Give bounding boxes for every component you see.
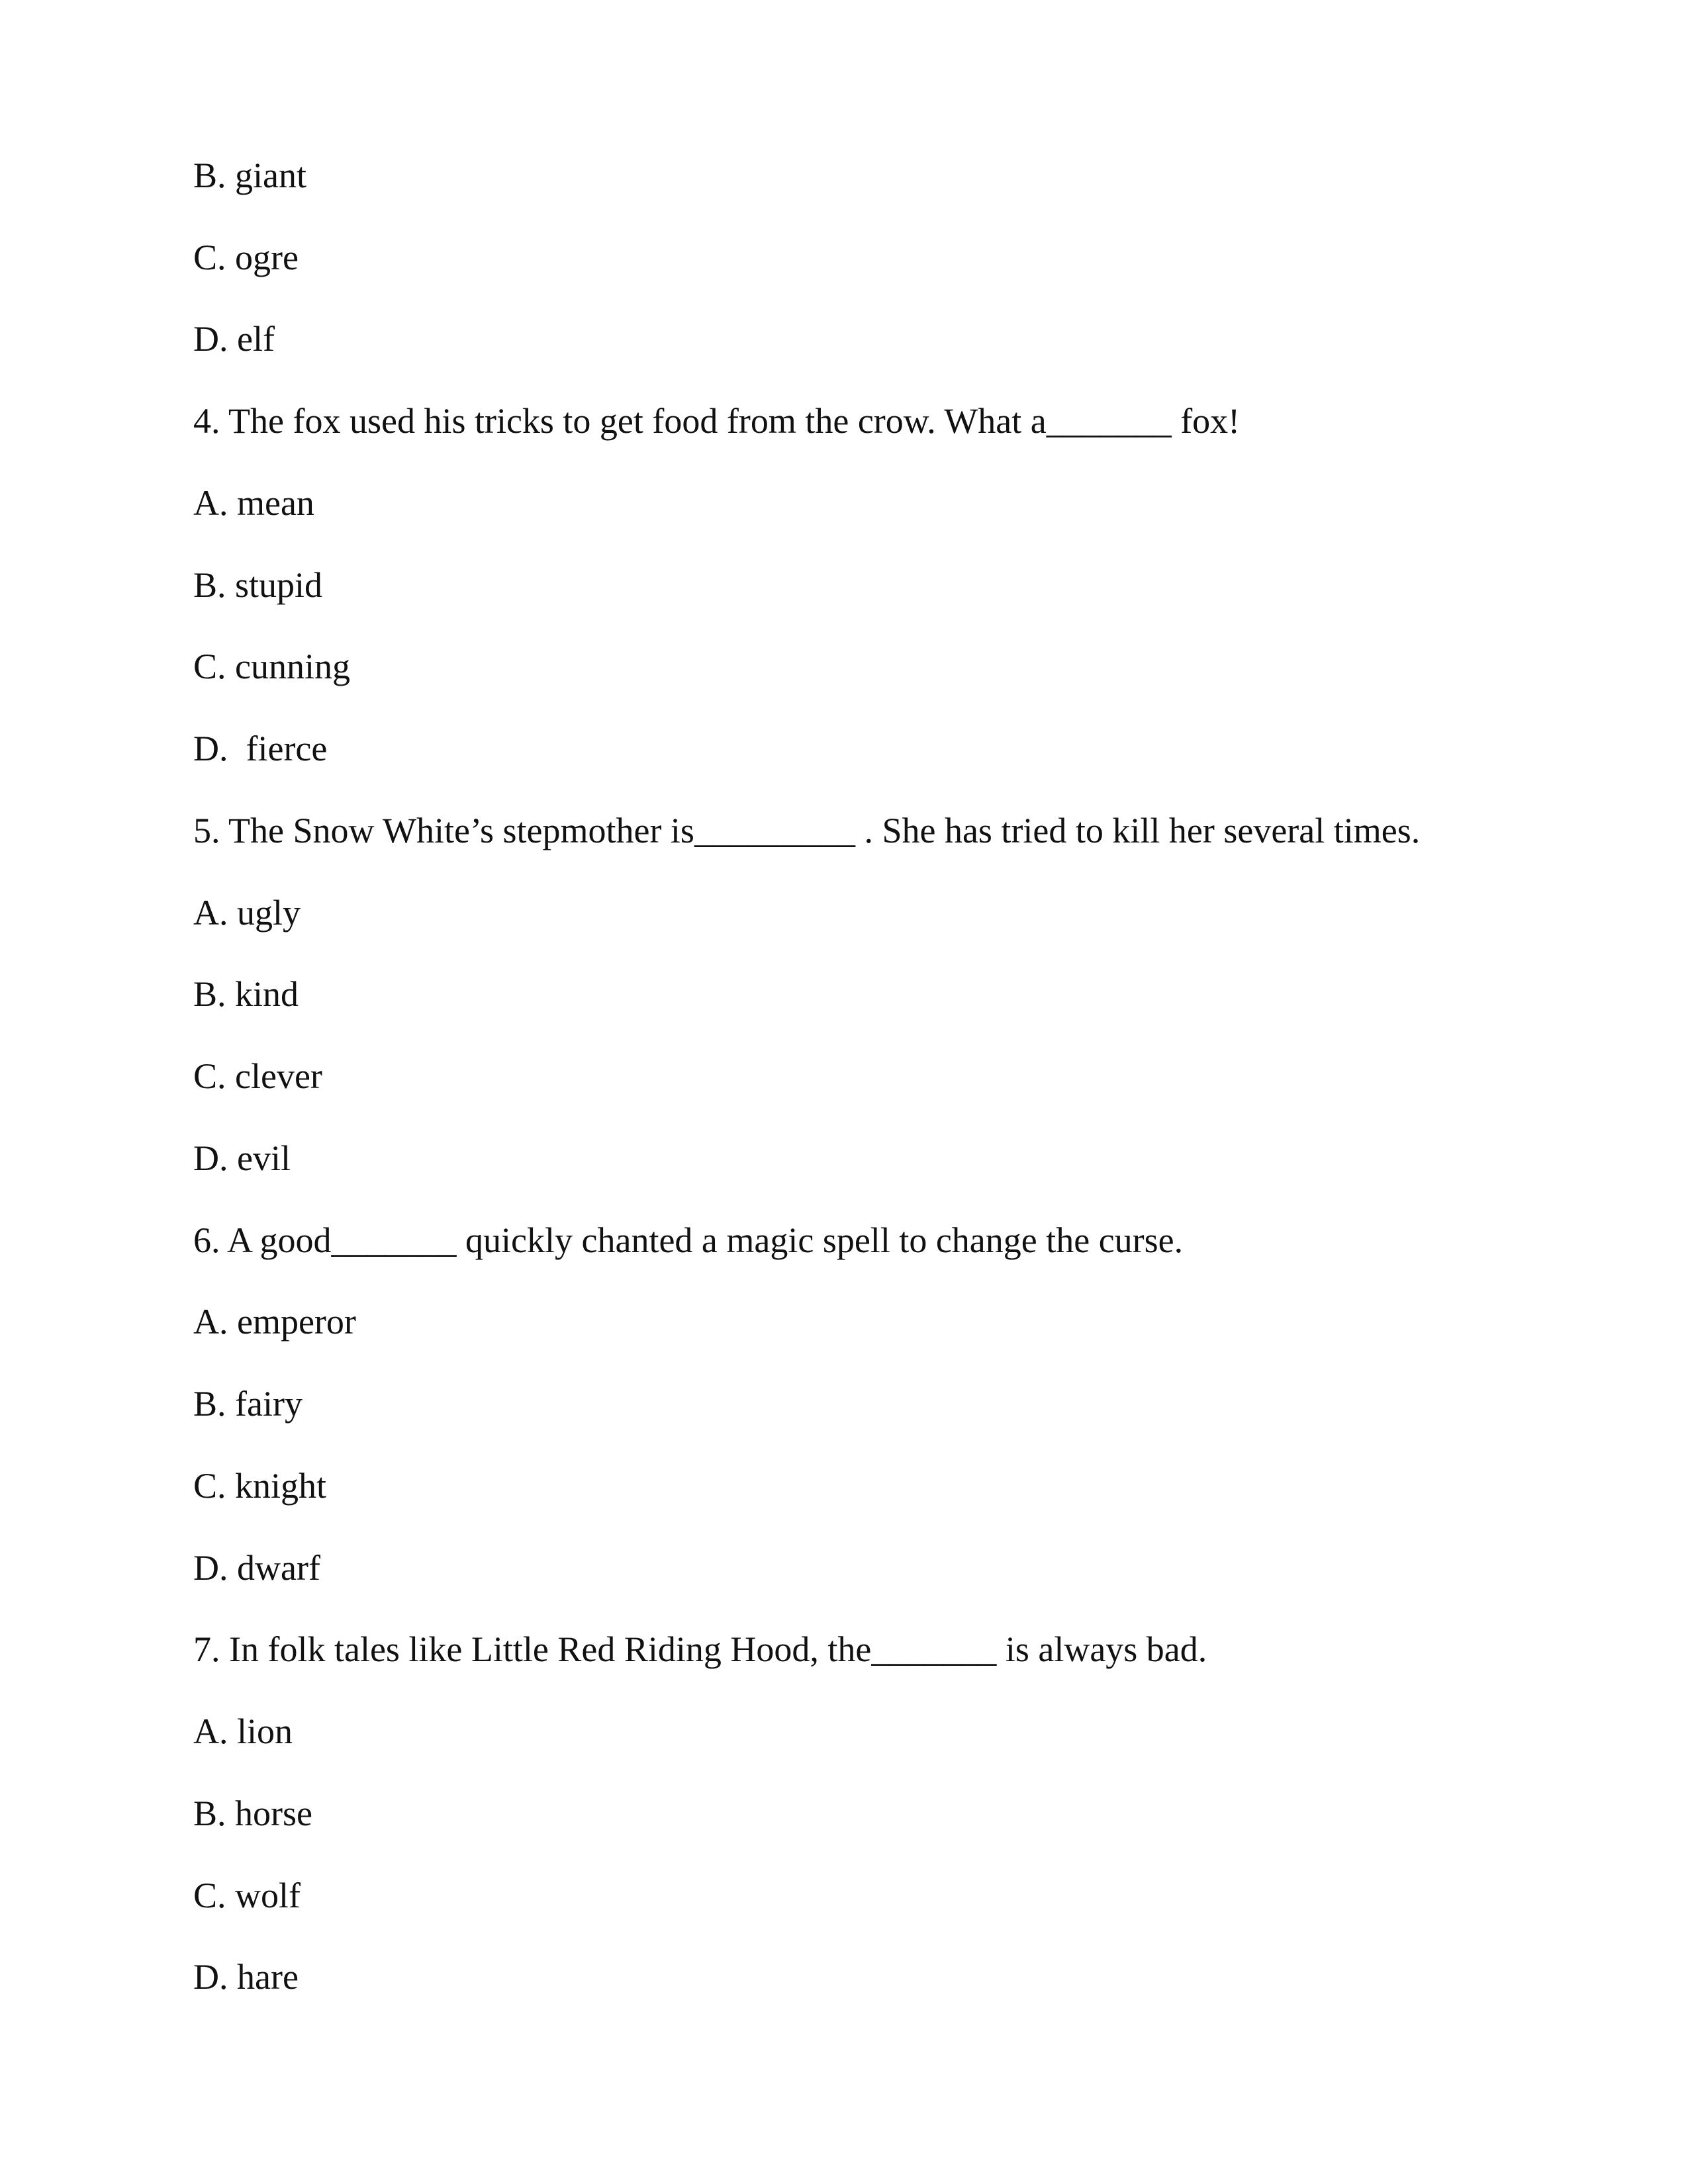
q5-option-b: B. kind [193,974,299,1014]
q4-option-c: C. cunning [193,647,350,686]
q4-option-b: B. stupid [193,565,323,605]
q3-option-b: B. giant [193,156,306,195]
q7-option-d: D. hare [193,1957,299,1997]
q7-option-a: A. lion [193,1711,293,1751]
q4-option-d: D. fierce [193,729,328,768]
question-6: 6. A good_______ quickly chanted a magic spell to change the curse. [193,1220,1184,1260]
question-4: 4. The fox used his tricks to get food from the crow. What a_______ fox! [193,401,1241,441]
q5-option-a: A. ugly [193,893,301,933]
q3-option-c: C. ogre [193,238,299,277]
q6-option-d: D. dwarf [193,1548,320,1588]
q4-option-a: A. mean [193,483,314,523]
q5-option-c: C. clever [193,1056,322,1096]
question-5: 5. The Snow White’s stepmother is_________ . She has tried to kill her several times. [193,811,1421,850]
q7-option-b: B. horse [193,1794,312,1833]
q6-option-b: B. fairy [193,1384,303,1424]
question-7: 7. In folk tales like Little Red Riding Hood, the_______ is always bad. [193,1629,1207,1669]
q3-option-d: D. elf [193,319,275,359]
q5-option-d: D. evil [193,1138,291,1178]
q6-option-a: A. emperor [193,1302,356,1342]
q7-option-c: C. wolf [193,1876,301,1915]
q6-option-c: C. knight [193,1466,327,1506]
